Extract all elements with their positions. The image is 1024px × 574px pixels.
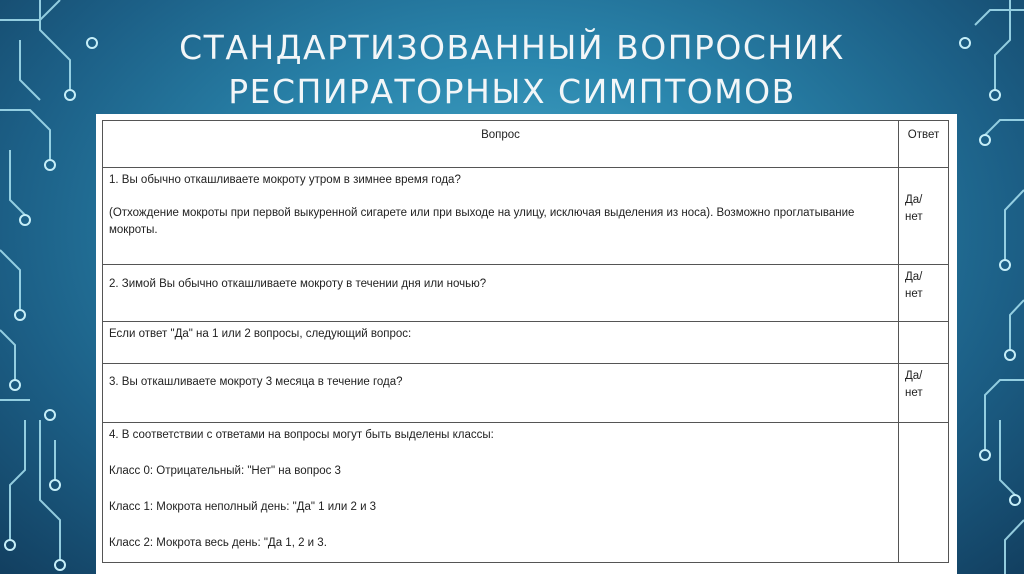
table-row — [103, 364, 949, 423]
answer-no: нет — [905, 211, 923, 223]
question-cell — [103, 322, 899, 364]
class-1-text: Класс 1: Мокрота неполный день: "Да" 1 или 2 и 3 — [109, 501, 377, 513]
question-cell — [103, 423, 899, 563]
answer-yes: Да/ — [905, 370, 923, 382]
question-text: 2. Зимой Вы обычно откашливаете мокроту в течении дня или ночью? — [109, 278, 487, 290]
class-0-text: Класс 0: Отрицательный: "Нет" на вопрос 3 — [109, 465, 341, 477]
slide-title-line-1: СТАНДАРТИЗОВАННЫЙ ВОПРОСНИК — [179, 28, 845, 67]
table-header-row — [103, 121, 949, 168]
answer-no: нет — [905, 288, 923, 300]
question-text: 3. Вы откашливаете мокроту 3 месяца в течение года? — [109, 376, 403, 388]
table-row — [103, 168, 949, 265]
answer-cell — [899, 322, 949, 364]
column-header-answer: Ответ — [899, 121, 949, 168]
answer-yes: Да/ — [905, 271, 923, 283]
table-row — [103, 322, 949, 364]
question-text: 4. В соответствии с ответами на вопросы могут быть выделены классы: — [109, 429, 494, 441]
slide-title — [0, 26, 1024, 114]
slide-title-line-2: РЕСПИРАТОРНЫХ СИМПТОМОВ — [228, 72, 796, 111]
question-note: (Отхождение мокроты при первой выкуренной сигарете или при выходе на улицу, исключая выделения из носа). Возможно проглатывание мокроты. — [109, 207, 855, 236]
answer-cell — [899, 364, 949, 423]
table-row — [103, 265, 949, 322]
column-header-question: Вопрос — [103, 121, 899, 168]
table-row — [103, 423, 949, 563]
answer-cell — [899, 265, 949, 322]
class-2-text: Класс 2: Мокрота весь день: "Да 1, 2 и 3. — [109, 537, 327, 549]
answer-yes: Да/ — [905, 194, 923, 206]
question-text: Если ответ "Да" на 1 или 2 вопросы, следующий вопрос: — [109, 328, 412, 340]
answer-cell — [899, 423, 949, 563]
question-text: 1. Вы обычно откашливаете мокроту утром в зимнее время года? — [109, 174, 461, 186]
answer-no: нет — [905, 387, 923, 399]
question-cell — [103, 265, 899, 322]
question-cell — [103, 364, 899, 423]
questionnaire-panel — [96, 114, 957, 574]
answer-cell — [899, 168, 949, 265]
questionnaire-table — [102, 120, 949, 563]
question-cell — [103, 168, 899, 265]
